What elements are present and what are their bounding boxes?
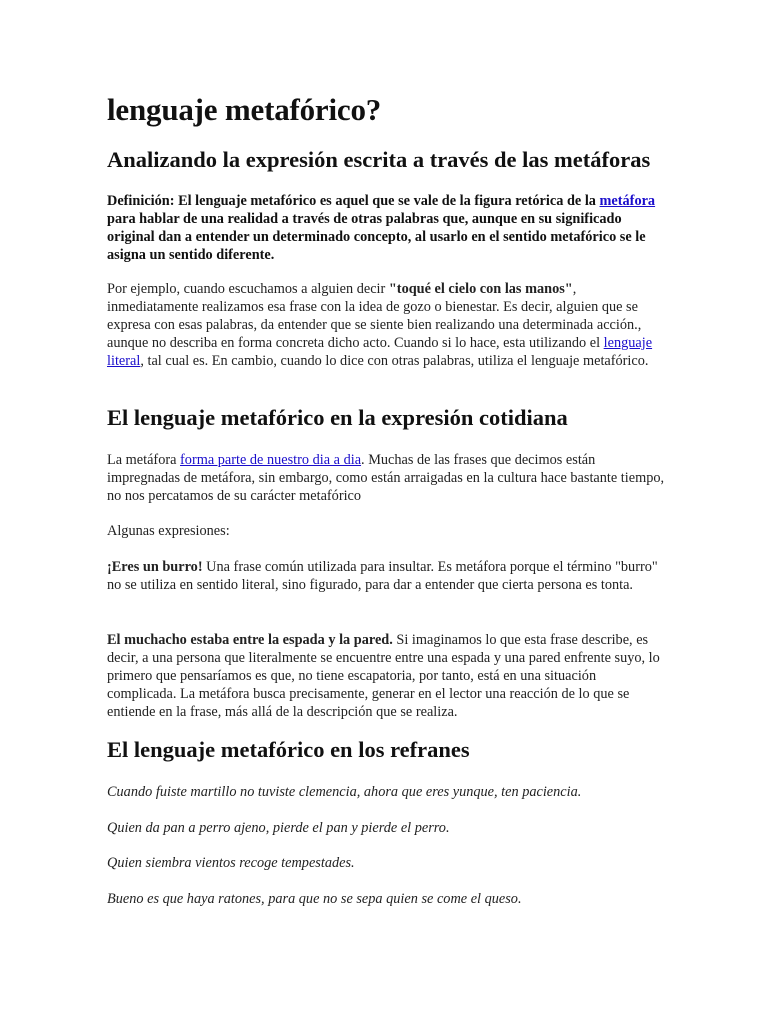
- saying: [107, 854, 667, 872]
- burro-text: Una frase común utilizada para insultar. Es metáfora porque el término "burro" no se utiliza en sentido literal, sino figurado, para dar a entender que cierta persona es tonta.: [107, 559, 658, 593]
- lenguaje-literal-link[interactable]: lenguaje literal: [107, 335, 653, 369]
- subtitle-heading: Analizando la expresión escrita a través de las metáforas: [107, 147, 651, 172]
- example-quote: "toqué el cielo con las manos": [388, 281, 573, 297]
- page-title: lenguaje metafórico?: [107, 92, 382, 127]
- example-text: Por ejemplo, cuando escuchamos a alguien decir: [107, 281, 389, 297]
- dia-a-dia-link[interactable]: forma parte de nuestro dia a dia: [180, 452, 362, 468]
- saying-text: Bueno es que haya ratones, para que no se sepa quien se come el queso.: [107, 891, 522, 907]
- espada-paragraph: [107, 631, 667, 721]
- burro-paragraph: [107, 558, 667, 594]
- definition-lead: Definición:: [107, 193, 175, 209]
- metafora-link[interactable]: metáfora: [599, 193, 656, 209]
- example-paragraph: [107, 280, 667, 370]
- saying: [107, 890, 667, 908]
- intro-text-cont: . Muchas de las frases que decimos están impregnadas de metáfora, sin embargo, como están arraigadas en la cultura hace bastante tiempo, no nos percatamos de su carácter metafórico: [107, 452, 665, 504]
- saying: [107, 819, 667, 837]
- example-text-cont: , inmediatamente realizamos esa frase con la idea de gozo o bienestar. Es decir, alguien que se expresa con esas palabras, da entender que se siente bien realizando una determinada acción., aunque no describa en forma concreta dicho acto. Cuando si lo hace, esta utilizando el: [107, 281, 642, 351]
- definition-text-cont: para hablar de una realidad a través de otras palabras que, aunque en su significado original dan a entender un determinado concepto, al usarlo en el sentido metafórico se le asigna un sentido diferente.: [107, 211, 646, 263]
- saying-text: Cuando fuiste martillo no tuviste clemencia, ahora que eres yunque, ten paciencia.: [107, 784, 582, 800]
- definition-text: El lenguaje metafórico es aquel que se vale de la figura retórica de la: [174, 193, 600, 209]
- espada-expression: El muchacho estaba entre la espada y la pared.: [107, 632, 393, 648]
- intro-text: La metáfora: [107, 452, 181, 468]
- espada-text: Si imaginamos lo que esta frase describe, es decir, a una persona que literalmente se encuentre entre una espada y una pared enfrente suyo, lo primero que pensaríamos es que, no tiene escapatoria, por tanto, está en una situación complicada. La metáfora busca precisamente, generar en el lector una reacción de lo que se entiende en la frase, más allá de la descripción que se realiza.: [107, 632, 660, 720]
- definition-paragraph: [107, 192, 667, 264]
- burro-expression: ¡Eres un burro!: [107, 559, 203, 575]
- saying: [107, 783, 667, 801]
- saying-text: Quien da pan a perro ajeno, pierde el pan y pierde el perro.: [107, 820, 450, 836]
- example-text-end: , tal cual es. En cambio, cuando lo dice con otras palabras, utiliza el lenguaje metafórico.: [140, 353, 649, 369]
- expressions-label: Algunas expresiones:: [107, 523, 230, 539]
- section-heading-cotidiana: El lenguaje metafórico en la expresión cotidiana: [107, 405, 568, 430]
- cotidiana-intro-paragraph: [107, 451, 667, 505]
- saying-text: Quien siembra vientos recoge tempestades.: [107, 855, 355, 871]
- section-heading-refranes: El lenguaje metafórico en los refranes: [107, 737, 470, 762]
